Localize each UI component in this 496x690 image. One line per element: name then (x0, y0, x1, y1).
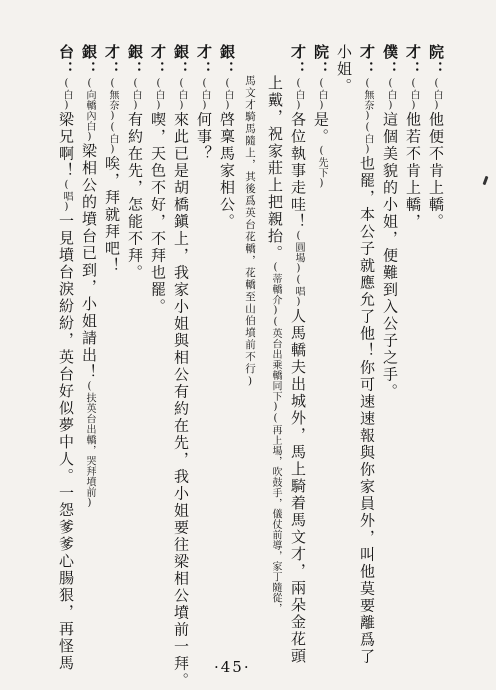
script-line (127, 44, 143, 282)
script-line (242, 75, 258, 389)
speaker-label: 才： (404, 44, 422, 78)
script-line (104, 44, 120, 275)
stage-direction: (先下) (316, 145, 327, 190)
line-text: 也罷，本公子就應允了他！你可速速報與你家員外，叫他莫要離爲了 (358, 155, 376, 666)
script-line (196, 44, 212, 163)
stage-direction: (無奈)(白) (362, 78, 373, 156)
line-text: 一見墳台淚紛紛，英台好似夢中人。一怨爹爹心腸狠，再怪馬 (57, 213, 75, 672)
line-text: 馬文才騎馬隨上，其後爲英台花轎，花轎至山伯墳前不行) (244, 75, 256, 389)
line-text: 小姐。 (335, 44, 353, 95)
script-line (313, 44, 329, 190)
stage-direction: (白) (293, 78, 304, 112)
stage-direction: (扶英台出轎，哭拜墳前) (84, 381, 95, 509)
speaker-label: 才： (289, 44, 307, 78)
stage-direction: (無奈)(白) (107, 78, 118, 156)
speaker-label: 才： (195, 44, 213, 78)
script-line (336, 44, 352, 95)
line-text: 唉，拜就拜吧！ (103, 155, 121, 275)
line-text: 梁兄啊！ (57, 111, 75, 180)
stage-direction: (白) (153, 78, 164, 112)
line-text: 上戴，祝家莊上把親抬。 (266, 75, 284, 262)
stage-direction: (唱) (61, 179, 72, 213)
script-line (219, 44, 235, 231)
speaker-label: 院： (312, 44, 330, 78)
script-line (359, 44, 375, 666)
stage-direction: (白) (130, 78, 141, 112)
stage-direction: (白) (222, 78, 233, 112)
speaker-label: 才： (149, 44, 167, 78)
line-text: 這個美貌的小姐，便難到入公子之手。 (381, 111, 399, 401)
stage-direction: (圓場)(唱) (293, 230, 304, 308)
script-line (290, 44, 306, 665)
line-text: 來此已是胡橋鎭上，我家小姐與相公有約在先，我小姐要往梁相公墳前一拜。 (172, 111, 190, 690)
line-text: 何事？ (195, 111, 213, 163)
script-line (267, 75, 283, 614)
stage-direction: (向轎內白) (84, 78, 95, 143)
speaker-label: 才： (103, 44, 121, 78)
stage-direction: (白) (316, 78, 327, 112)
line-text: 有約在先，怎能不拜。 (126, 111, 144, 282)
line-text: 喫，天色不好，不拜也罷。 (149, 111, 167, 316)
speaker-label: 院： (427, 44, 445, 78)
script-line (428, 44, 444, 231)
stage-direction: (白) (199, 78, 210, 112)
speaker-label: 銀： (126, 44, 144, 78)
script-line (81, 44, 97, 509)
line-text: 是。 (312, 111, 330, 146)
script-line (382, 44, 398, 401)
speaker-label: 才： (358, 44, 376, 78)
script-line (405, 44, 421, 231)
speaker-label: 銀： (80, 44, 98, 78)
line-text: 各位執事走哇！ (289, 111, 307, 231)
stage-direction: (白) (408, 78, 419, 112)
stage-direction: (白) (61, 78, 72, 112)
stage-direction: (白) (385, 78, 396, 112)
script-line (173, 44, 189, 690)
stage-direction: (白) (431, 78, 442, 112)
script-line (150, 44, 166, 316)
speaker-label: 台： (57, 44, 75, 78)
speaker-label: 銀： (218, 44, 236, 78)
stage-direction: (白) (176, 78, 187, 112)
margin-mark (483, 176, 489, 185)
stage-direction: (蒂轎介)(英台出乘轎同下)(再上場，吹鼓手，儀仗前導，家丁隨從， (270, 262, 281, 614)
script-line (58, 44, 74, 672)
line-text: 梁相公的墳台已到，小姐請出！ (80, 143, 98, 381)
line-text: 啓稟馬家相公。 (218, 111, 236, 231)
page-number: ·45· (214, 658, 251, 676)
speaker-label: 僕： (381, 44, 399, 78)
line-text: 他便不肯上轎。 (427, 111, 445, 231)
speaker-label: 銀： (172, 44, 190, 78)
line-text: 他若不肯上轎， (404, 111, 422, 231)
line-text: 人馬轎夫出城外，馬上騎着馬文才，兩朵金花頭 (289, 308, 307, 665)
